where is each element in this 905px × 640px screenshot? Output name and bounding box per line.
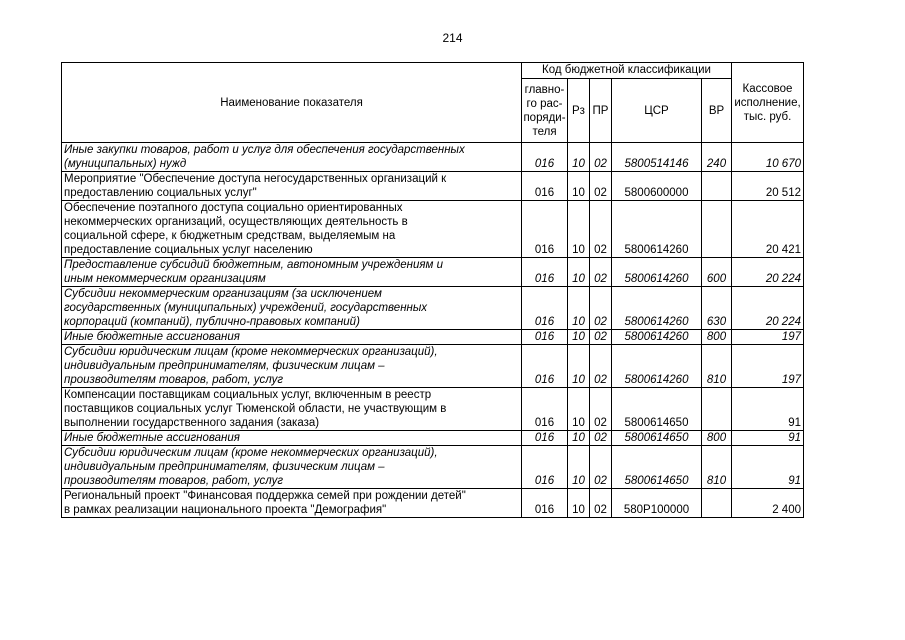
- row-name: Субсидии юридическим лицам (кроме некоммерческих организаций), индивидуальным предпринимателям, физическим лицам – производителям товаров, работ, услуг: [62, 446, 522, 489]
- row-pr-code: 02: [590, 345, 612, 388]
- row-pr-code: 02: [590, 172, 612, 201]
- table-header: [62, 63, 804, 143]
- row-sum: 91: [732, 446, 804, 489]
- row-name: Иные бюджетные ассигнования: [62, 330, 522, 345]
- row-rz-code: 10: [568, 287, 590, 330]
- header-pr: ПР: [590, 79, 612, 143]
- row-pr-code: 02: [590, 489, 612, 518]
- table-row: [62, 201, 804, 258]
- row-name: Предоставление субсидий бюджетным, автономным учреждениям и иным некоммерческим организациям: [62, 258, 522, 287]
- row-rz-code: 10: [568, 345, 590, 388]
- row-vr-code: 630: [702, 287, 732, 330]
- header-rz: Рз: [568, 79, 590, 143]
- row-glav-code: 016: [522, 431, 568, 446]
- header-sum: Кассовое исполнение, тыс. руб.: [732, 63, 804, 143]
- row-sum: 91: [732, 431, 804, 446]
- row-pr-code: 02: [590, 388, 612, 431]
- table-row: [62, 388, 804, 431]
- row-rz-code: 10: [568, 143, 590, 172]
- header-vr: ВР: [702, 79, 732, 143]
- row-sum: 20 224: [732, 258, 804, 287]
- row-vr-code: 800: [702, 431, 732, 446]
- row-pr-code: 02: [590, 446, 612, 489]
- row-rz-code: 10: [568, 172, 590, 201]
- header-code-group: Код бюджетной классификации: [522, 63, 732, 79]
- row-name: Иные закупки товаров, работ и услуг для обеспечения государственных (муниципальных) нужд: [62, 143, 522, 172]
- row-pr-code: 02: [590, 330, 612, 345]
- table-row: [62, 172, 804, 201]
- header-csr: ЦСР: [612, 79, 702, 143]
- row-sum: 197: [732, 330, 804, 345]
- header-glav: главно- го рас- поряди- теля: [522, 79, 568, 143]
- row-csr-code: 580P100000: [612, 489, 702, 518]
- row-pr-code: 02: [590, 431, 612, 446]
- table-row: [62, 446, 804, 489]
- row-csr-code: 5800614650: [612, 446, 702, 489]
- table-row: [62, 287, 804, 330]
- row-csr-code: 5800614260: [612, 258, 702, 287]
- row-csr-code: 5800614260: [612, 345, 702, 388]
- row-pr-code: 02: [590, 287, 612, 330]
- row-sum: 10 670: [732, 143, 804, 172]
- table-row: [62, 258, 804, 287]
- table-row: [62, 330, 804, 345]
- row-glav-code: 016: [522, 143, 568, 172]
- row-glav-code: 016: [522, 258, 568, 287]
- row-glav-code: 016: [522, 345, 568, 388]
- row-csr-code: 5800614650: [612, 388, 702, 431]
- row-glav-code: 016: [522, 489, 568, 518]
- row-sum: 20 512: [732, 172, 804, 201]
- row-glav-code: 016: [522, 446, 568, 489]
- row-sum: 2 400: [732, 489, 804, 518]
- row-name: Региональный проект "Финансовая поддержка семей при рождении детей" в рамках реализации национального проекта "Демография": [62, 489, 522, 518]
- row-csr-code: 5800600000: [612, 172, 702, 201]
- row-sum: 20 421: [732, 201, 804, 258]
- table-row: [62, 489, 804, 518]
- row-vr-code: [702, 201, 732, 258]
- row-csr-code: 5800614260: [612, 201, 702, 258]
- row-vr-code: 800: [702, 330, 732, 345]
- row-csr-code: 5800614260: [612, 330, 702, 345]
- row-glav-code: 016: [522, 172, 568, 201]
- row-pr-code: 02: [590, 258, 612, 287]
- table-row: [62, 143, 804, 172]
- row-vr-code: [702, 388, 732, 431]
- row-rz-code: 10: [568, 258, 590, 287]
- row-vr-code: [702, 172, 732, 201]
- row-vr-code: 240: [702, 143, 732, 172]
- row-csr-code: 5800614260: [612, 287, 702, 330]
- row-glav-code: 016: [522, 330, 568, 345]
- row-glav-code: 016: [522, 201, 568, 258]
- row-vr-code: [702, 489, 732, 518]
- row-rz-code: 10: [568, 388, 590, 431]
- row-name: Иные бюджетные ассигнования: [62, 431, 522, 446]
- row-rz-code: 10: [568, 431, 590, 446]
- row-pr-code: 02: [590, 143, 612, 172]
- row-name: Субсидии некоммерческим организациям (за исключением государственных (муниципальных) учреждений, государственных корпораций (компаний), публично-правовых компаний): [62, 287, 522, 330]
- row-glav-code: 016: [522, 287, 568, 330]
- row-pr-code: 02: [590, 201, 612, 258]
- row-csr-code: 5800614650: [612, 431, 702, 446]
- row-name: Обеспечение поэтапного доступа социально ориентированных некоммерческих организаций, осуществляющих деятельность в социальной сфере, к бюджетным средствам, выделяемым на предоставление социальных услуг населению: [62, 201, 522, 258]
- row-name: Субсидии юридическим лицам (кроме некоммерческих организаций), индивидуальным предпринимателям, физическим лицам – производителям товаров, работ, услуг: [62, 345, 522, 388]
- row-name: Компенсации поставщикам социальных услуг, включенным в реестр поставщиков социальных услуг Тюменской области, не участвующим в выполнении государственного задания (заказа): [62, 388, 522, 431]
- row-vr-code: 600: [702, 258, 732, 287]
- row-name: Мероприятие "Обеспечение доступа негосударственных организаций к предоставлению социальных услуг": [62, 172, 522, 201]
- row-csr-code: 5800514146: [612, 143, 702, 172]
- row-rz-code: 10: [568, 330, 590, 345]
- row-rz-code: 10: [568, 446, 590, 489]
- row-rz-code: 10: [568, 201, 590, 258]
- row-glav-code: 016: [522, 388, 568, 431]
- page-number: 214: [442, 31, 463, 45]
- header-name: Наименование показателя: [62, 63, 522, 143]
- row-vr-code: 810: [702, 345, 732, 388]
- row-sum: 20 224: [732, 287, 804, 330]
- table-row: [62, 345, 804, 388]
- row-sum: 197: [732, 345, 804, 388]
- row-rz-code: 10: [568, 489, 590, 518]
- table-body: [62, 143, 804, 518]
- row-sum: 91: [732, 388, 804, 431]
- budget-table: [61, 62, 804, 518]
- table-row: [62, 431, 804, 446]
- row-vr-code: 810: [702, 446, 732, 489]
